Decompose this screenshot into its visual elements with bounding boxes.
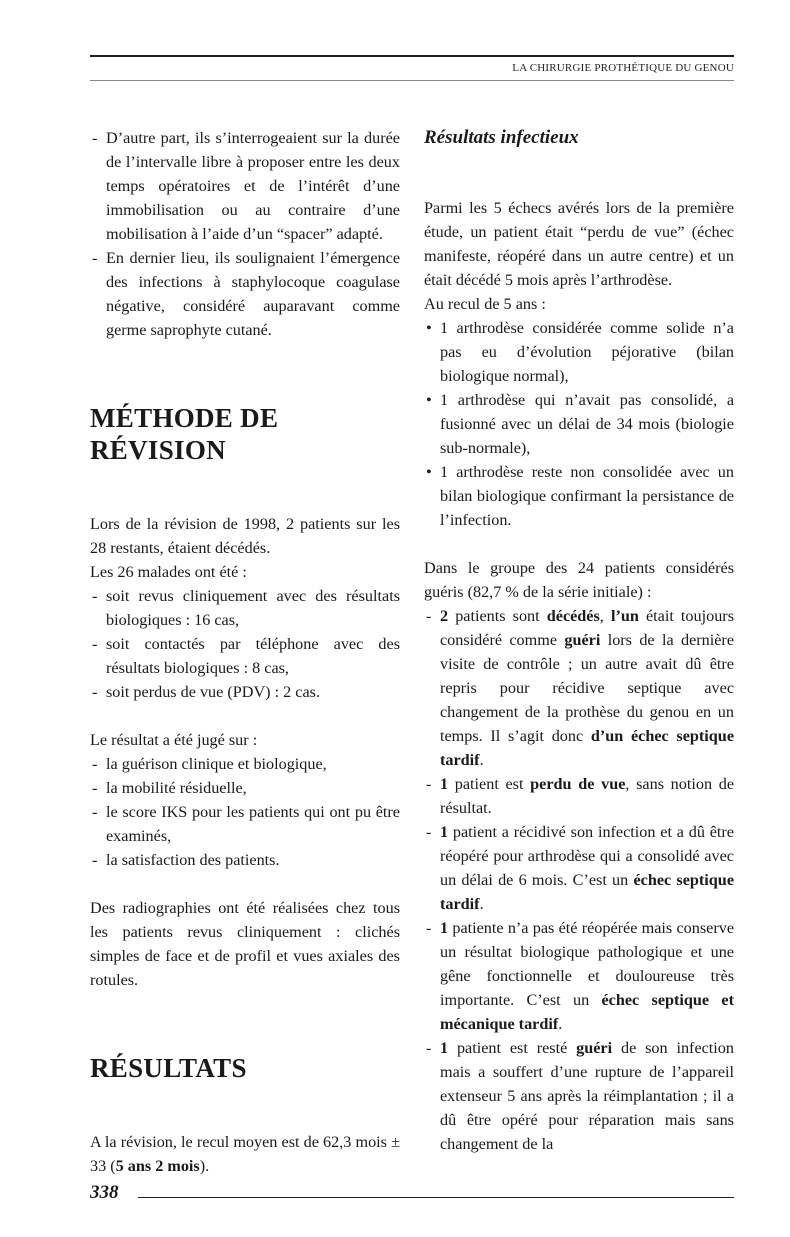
intro-list	[90, 126, 400, 342]
bullet-list	[424, 316, 734, 532]
list-item: - 1 patient est resté guéri de son infection mais a souffert d’une rupture de l’appareil extenseur 5 ans après la réimplantation ; il a dû être opéré pour réparation mais sans changement de la	[424, 1036, 734, 1156]
section-title-methode: MÉTHODE DE RÉVISION	[90, 403, 279, 465]
list-item: • 1 arthrodèse qui n’avait pas consolidé, a fusionné avec un délai de 34 mois (biologie sub-normale),	[424, 388, 734, 460]
outcome-list	[424, 604, 734, 1156]
section-title-resultats: RÉSULTATS	[90, 1053, 247, 1083]
running-title: LA CHIRURGIE PROTHÉTIQUE DU GENOU	[512, 62, 734, 74]
criteria-list	[90, 752, 400, 872]
list-item: - 1 patiente n’a pas été réopérée mais conserve un résultat biologique pathologique et une gêne fonctionnelle et douloureuse très importante. C’est un échec septique et mécanique tardif.	[424, 916, 734, 1036]
list-item: - la mobilité résiduelle,	[90, 776, 400, 800]
footer-rule	[138, 1197, 734, 1198]
list-item: - soit revus cliniquement avec des résultats biologiques : 16 cas,	[90, 584, 400, 632]
header-rule-thin	[90, 80, 734, 81]
paragraph: Des radiographies ont été réalisées chez tous les patients revus cliniquement : clichés simples de face et de profil et vues axiales des rotules.	[90, 899, 400, 989]
list-item: • 1 arthrodèse considérée comme solide n’a pas eu d’évolution péjorative (bilan biologique normal),	[424, 316, 734, 388]
right-column	[424, 126, 734, 1156]
paragraph: Le résultat a été jugé sur :	[90, 731, 258, 749]
paragraph: A la révision, le recul moyen est de 62,3 mois ± 33 (5 ans 2 mois).	[90, 1133, 400, 1175]
list-item: - 1 patient est perdu de vue, sans notion de résultat.	[424, 772, 734, 820]
method-list	[90, 584, 400, 704]
list-item: - soit perdus de vue (PDV) : 2 cas.	[90, 680, 400, 704]
paragraph: Au recul de 5 ans :	[424, 295, 546, 313]
list-item: • 1 arthrodèse reste non consolidée avec un bilan biologique confirmant la persistance de l’infection.	[424, 460, 734, 532]
list-item: - D’autre part, ils s’interrogeaient sur la durée de l’intervalle libre à proposer entre les deux temps opératoires et de l’intérêt d’une immobilisation ou au contraire d’une mobilisation à l’aide d’un “spacer” adapté.	[90, 126, 400, 246]
left-column	[90, 126, 400, 1178]
list-item: - 1 patient a récidivé son infection et a dû être réopéré pour arthrodèse qui a consolidé avec un délai de 6 mois. C’est un échec septique tardif.	[424, 820, 734, 916]
subsection-title: Résultats infectieux	[424, 127, 579, 148]
paragraph: Lors de la révision de 1998, 2 patients sur les 28 restants, étaient décédés.	[90, 515, 400, 557]
list-item: - le score IKS pour les patients qui ont pu être examinés,	[90, 800, 400, 848]
list-item: - En dernier lieu, ils soulignaient l’émergence des infections à staphylocoque coagulase négative, considéré auparavant comme germe saprophyte cutané.	[90, 246, 400, 342]
list-item: - 2 patients sont décédés, l’un était toujours considéré comme guéri lors de la dernière visite de contrôle ; un autre avait dû être repris pour récidive septique avec changement de la prothèse du genou en un temps. Il s’agit donc d’un échec septique tardif.	[424, 604, 734, 772]
paragraph: Les 26 malades ont été :	[90, 563, 247, 581]
page-number: 338	[90, 1182, 119, 1203]
list-item: - la satisfaction des patients.	[90, 848, 400, 872]
list-item: - la guérison clinique et biologique,	[90, 752, 400, 776]
paragraph: Parmi les 5 échecs avérés lors de la première étude, un patient était “perdu de vue” (échec manifeste, réopéré dans un autre centre) et un était décédé 5 mois après l’arthrodèse.	[424, 199, 734, 289]
paragraph: Dans le groupe des 24 patients considérés guéris (82,7 % de la série initiale) :	[424, 559, 734, 601]
list-item: - soit contactés par téléphone avec des résultats biologiques : 8 cas,	[90, 632, 400, 680]
header-rule	[90, 55, 734, 57]
